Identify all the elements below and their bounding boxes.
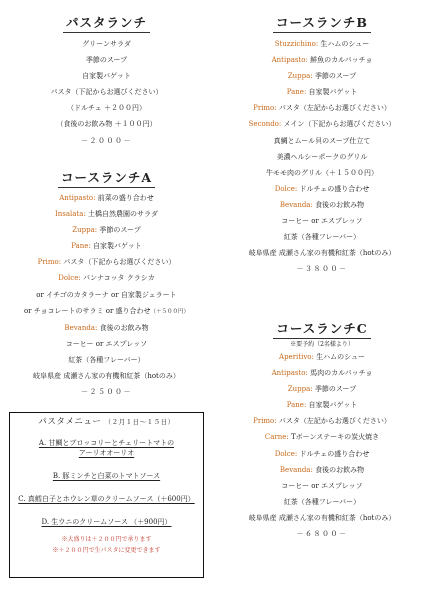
course-b-line: 紅茶（各種フレーバー）	[283, 233, 361, 242]
pasta-menu-box	[9, 412, 204, 578]
pasta-lunch-item: （食後のお飲み物 ＋１００円）	[56, 120, 157, 129]
pasta-lunch-item: パスタ（下記からお選びください）	[50, 88, 163, 97]
pasta-lunch-item: 自家製バゲット	[82, 72, 131, 81]
pasta-menu-item-a: A. 甘鯛とブロッコリーとチェリートマトの	[38, 439, 175, 447]
pasta-menu-item-b: B. 豚ミンチと白菜のトマトソース	[52, 472, 161, 480]
course-c-line: コーヒー or エスプレッソ	[281, 481, 363, 490]
course-b-line: Bevanda: 食後のお飲み物	[279, 200, 365, 209]
course-a-line: Dolce: パンナコッタ クラシカ	[58, 274, 155, 283]
course-a-section	[0, 167, 213, 400]
course-b-line: Zuppa: 季節のスープ	[287, 72, 357, 81]
course-a-line: or チョコレートのサラミ or 盛り合わせ（＋５００円）	[23, 306, 190, 315]
course-b-title: コースランチB	[273, 15, 371, 33]
course-a-line: Pane: 自家製バゲット	[71, 242, 142, 251]
course-b-line: Dolce: ドルチェの盛り合わせ	[274, 184, 370, 193]
course-a-line: 紅茶（各種フレーバー）	[68, 355, 145, 364]
course-b-line: Secondo: メイン（下記からお選びください）	[248, 120, 396, 129]
pasta-lunch-title: パスタランチ	[63, 15, 150, 33]
course-b-line: Pane: 自家製バゲット	[286, 88, 358, 97]
course-c-line: Zuppa: 季節のスープ	[287, 385, 357, 394]
course-a-line: Bevanda: 食後のお飲み物	[64, 323, 149, 332]
course-c-line: Carne: Tボーンステーキの炭火焼き	[264, 433, 380, 442]
moriawase-extra: （＋５００円）	[150, 308, 190, 315]
course-c-line: Dolce: ドルチェの盛り合わせ	[274, 449, 370, 458]
course-b-line: 岐阜県産 成瀬さん家の有機和紅茶（hotのみ）	[248, 249, 396, 258]
pasta-menu-title: パスタメニュー （２月１日～１５日）	[38, 417, 175, 427]
pasta-lunch-item: グリーンサラダ	[82, 40, 131, 48]
course-a-line: Zuppa: 季節のスープ	[72, 226, 141, 235]
pasta-menu-note: ※＋２００円で生パスタに変更できます	[52, 547, 161, 554]
course-c-note: ※要予約（2名様より）	[290, 341, 354, 348]
course-b-price: －３８００－	[296, 265, 348, 274]
pasta-menu-item-d: D. 生ウニのクリームソース （＋900円）	[41, 518, 172, 526]
course-a-price: －２５００－	[81, 388, 132, 397]
pasta-menu-item-a-cont: アーリオオーリオ	[78, 449, 135, 457]
pasta-lunch-price: －２０００－	[81, 136, 132, 145]
course-b-line: Stuzzichino: 生ハムのシュー	[274, 40, 370, 48]
pasta-lunch-item: 季節のスープ	[85, 56, 128, 65]
course-a-line: Primo: パスタ（下記からお選びください）	[37, 258, 176, 267]
course-b-line: 真鯛とムール貝のスープ仕立て	[273, 136, 371, 145]
course-c-line: Pane: 自家製バゲット	[286, 401, 358, 410]
course-a-title: コースランチA	[58, 170, 155, 188]
course-a-line: コーヒー or エスプレッソ	[65, 339, 148, 348]
pasta-lunch-section	[0, 12, 213, 149]
course-c-line: 岐阜県産 成瀬さん家の有機和紅茶（hotのみ）	[248, 513, 396, 522]
course-b-line: 美濃ヘルシーポークのグリル	[276, 152, 368, 161]
course-c-price: －６８００－	[296, 530, 348, 539]
course-a-line: Insalata: 土橋自然農園のサラダ	[55, 210, 158, 219]
course-b-line: コーヒー or エスプレッソ	[281, 217, 363, 226]
course-b-section	[215, 12, 429, 277]
course-c-line: Aperitivo: 生ハムのシュー	[279, 353, 365, 361]
course-c-line: Antipasto: 馬肉のカルパッチョ	[271, 369, 373, 378]
course-a-line: Antipasto: 前菜の盛り合わせ	[59, 194, 154, 202]
course-c-section	[215, 318, 429, 542]
pasta-menu-item-c: C. 真鱈白子とホウレン草のクリームソース（＋600円）	[18, 495, 195, 503]
pasta-menu-note: ※大盛りは＋２００円で承ります	[61, 536, 152, 543]
course-b-line: Primo: パスタ（左記からお選びください）	[253, 104, 391, 113]
course-c-title: コースランチC	[273, 321, 370, 339]
course-b-line: Antipasto: 鮮魚のカルパッチョ	[271, 56, 373, 65]
course-b-line: 牛モモ肉のグリル（＋１５００円）	[266, 168, 378, 177]
course-c-line: Bevanda: 食後のお飲み物	[279, 465, 365, 474]
course-a-line: 岐阜県産 成瀬さん家の有機和紅茶（hotのみ）	[33, 372, 180, 381]
course-c-line: 紅茶（各種フレーバー）	[283, 497, 361, 506]
course-c-line: Primo: パスタ（左記からお選びください）	[253, 417, 391, 426]
course-a-line: or イチゴのカタラーナ or 自家製ジェラート	[36, 290, 177, 299]
pasta-lunch-item: （ドルチェ ＋２００円）	[66, 104, 146, 113]
